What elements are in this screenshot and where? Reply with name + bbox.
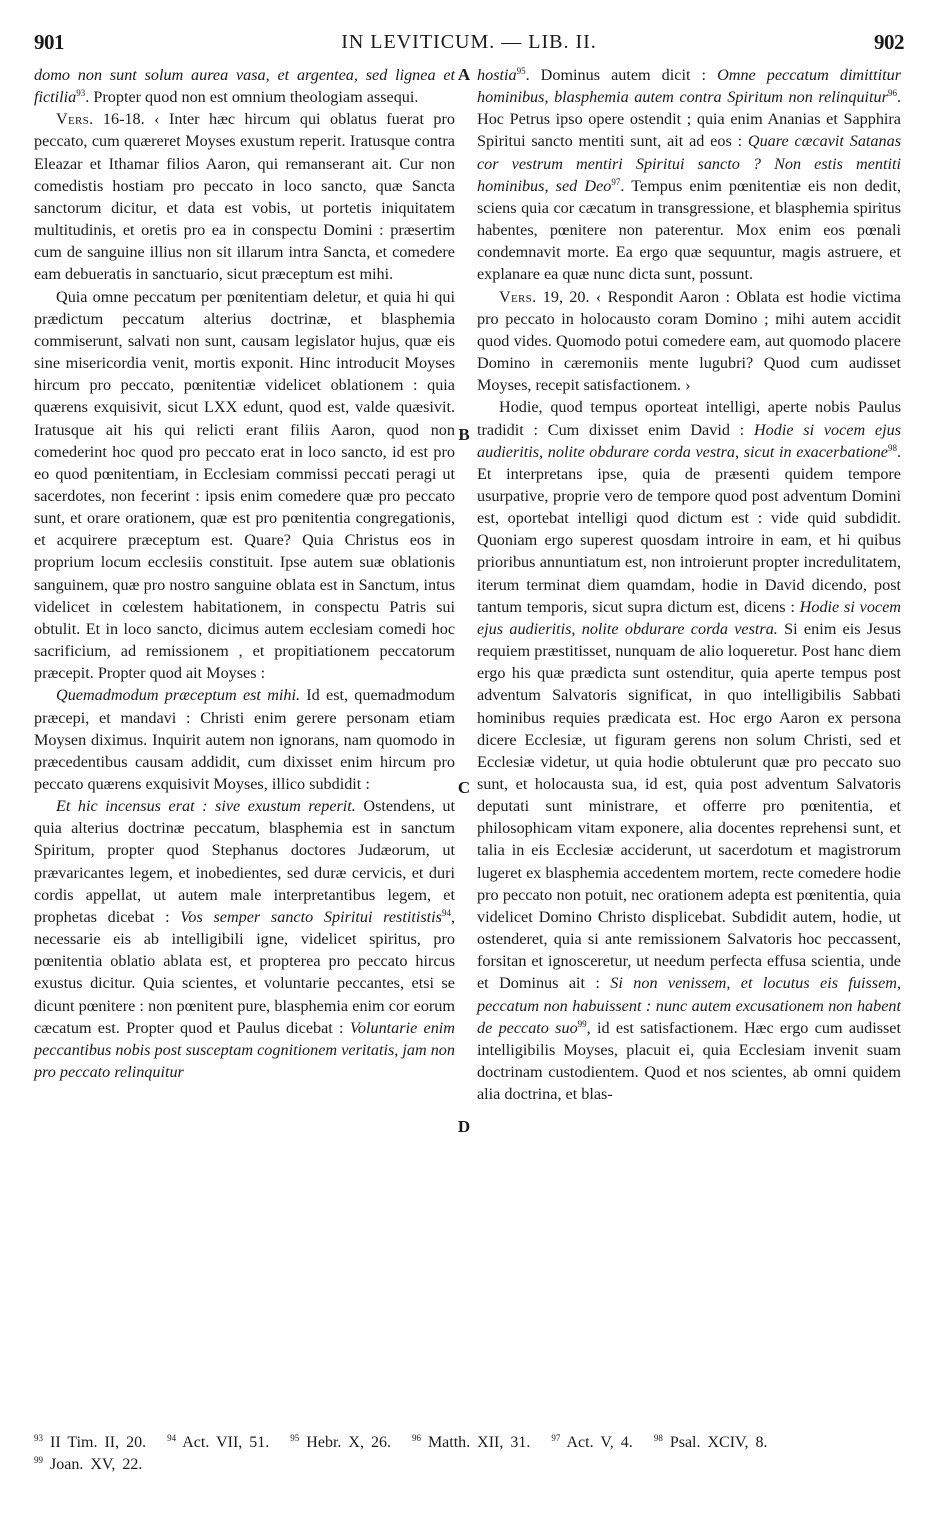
body-text: , necessarie eis ab intelligibili igne, videlicet spiritus, pro pœnitentia oblatio ablata est, et propterea pro peccato hircus exustus dicitur. Quia scientes, et voluntarie peccantes, etsi se dicunt pœnitere : non pœnitent pure, blasphemia enim cor eorum cæcatum est. Propter quod et Paulus dicebat : xyxy=(34,907,455,1037)
paragraph xyxy=(34,795,455,1083)
paragraph xyxy=(34,286,455,685)
running-header xyxy=(34,30,904,60)
body-text: Id est, quemadmodum præcepi, et mandavi : Christi enim gerere personam etiam Moysen diximus. Inquirit autem non ignorans, nam quomodo in præcedentibus causam addidit, cum dixisset enim hircum pro peccato quærens exquisivit Moyses, illico subdidit : xyxy=(34,686,455,793)
verse-paragraph xyxy=(34,108,455,285)
body-text: . Tempus enim pœnitentiæ eis non dedit, sciens quia cor cæcatum in transgressione, et blasphemia spiritus habentes, pœnitere non paterentur. Mox enim eos pœnali condemnavit morte. Ea ergo quæ sequuntur, magis astruere, et explanare ea quæ nunc dicta sunt, possunt. xyxy=(477,176,901,284)
italic-text: Quemadmodum præceptum est mihi. xyxy=(56,686,301,705)
page-number-left: 901 xyxy=(34,30,64,54)
italic-text: Et hic incensus erat : sive exustum reperit. xyxy=(56,797,356,816)
footnote-number: 95 xyxy=(290,1433,300,1443)
body-text: , id est satisfactionem. Hæc ergo cum audisset intelligibilis Moyses, placuit ei, quia Ecclesiam invenit suam doctrinam custodientem. Quod et nos scientes, ab omni quidem alia doctrina, et blas- xyxy=(477,1018,901,1104)
footnote-line xyxy=(34,1454,904,1476)
footnote-number: 99 xyxy=(34,1455,43,1465)
italic-text: Hodie si vocem ejus audieritis, nolite obdurare corda vestra, sicut in exacerbatione xyxy=(477,420,901,461)
body-text: Si enim eis Jesus requiem præstitisset, nunquam de alio loqueretur. Post hanc diem ergo his quæ prædicta sunt ostenditur, quia aperte tempus post adventum Salvatoris significat, in quo intelligibilis Sabbati hominibus requies prædicata est. Hoc ergo Aaron ex persona dicere Ecclesiæ, ut figuram gerens non solum Christi, sed et Ecclesiæ videtur, ut quia hodie obtulerunt quæ pro peccato suo sunt, et holocausta sua, id est, quia post adventum Salvatoris deputati sunt ministrare, et offerre pro pœnitentia, et philosophicam vitam exponere, alia docentes reprehensi sunt, et talia in eis Ecclesiæ acciderunt, ut sacerdotum et magistrorum lugeret ex blasphemia accedentem mortem, recte comedere hodie pro peccato non potuit, nec orationem adepta est pœnitentia, quia videlicet Domino Christo displicebat. Subdidit autem, hodie, ut ostenderet, quia si ante remissionem Salvatoris hoc peccassent, forsitan et ignosceretur, ut needum perfecta effusa scientia, unde et Dominus ait : xyxy=(477,619,901,993)
paragraph xyxy=(477,64,901,286)
footnote xyxy=(551,1434,632,1451)
running-title: IN LEVITICUM. — LIB. II. xyxy=(341,31,597,53)
footnote-text: Psal. XCIV, 8. xyxy=(669,1434,768,1451)
footnote-text: Act. V, 4. xyxy=(566,1434,633,1451)
footnote-number: 96 xyxy=(411,1433,421,1443)
footnote xyxy=(290,1434,391,1451)
footnote-ref: 99 xyxy=(577,1018,587,1029)
italic-text: Vos semper sancto Spiritui restitistis xyxy=(169,907,442,926)
footnote-text: Joan. XV, 22. xyxy=(50,1456,143,1473)
italic-text: Voluntarie enim peccantibus nobis post susceptam cognitionem veritatis, jam non pro peccato relinquitur xyxy=(34,1018,455,1082)
footnote-number: 98 xyxy=(653,1433,663,1443)
paragraph xyxy=(34,684,455,795)
footnote-text: II Tim. II, 20. xyxy=(50,1434,147,1451)
footnote xyxy=(412,1434,530,1451)
footnote xyxy=(654,1434,768,1451)
italic-text: hostia xyxy=(477,66,517,84)
footnote xyxy=(34,1434,146,1451)
body-text: Hodie, quod tempus oporteat intelligi, aperte nobis Paulus tradidit : Cum dixisset enim David : xyxy=(477,398,901,439)
verse-label: Vers. xyxy=(56,110,94,129)
footnote-ref: 96 xyxy=(887,88,897,99)
footnotes xyxy=(34,1432,904,1476)
italic-text: Si non venissem, et locutus eis fuissem, peccatum non habuissent : nunc autem excusationem non habent de peccato suo xyxy=(477,974,902,1037)
footnote-number: 93 xyxy=(34,1433,43,1443)
footnote-text: Act. VII, 51. xyxy=(182,1434,270,1451)
footnote-text: Matth. XII, 31. xyxy=(427,1434,531,1451)
paragraph xyxy=(477,396,901,1105)
paragraph xyxy=(34,64,455,108)
body-text: 16-18. ‹ Inter hæc hircum qui oblatus fuerat pro peccato, cum quæreret Moyses exustum reperit. Iratusque contra Eleazar et Ithamar filios Aaron, qui remanserant ait. Cur non comedistis hostiam pro peccato in loco sancto, quæ Sancta sanctorum dicitur, et data est vobis, ut portetis iniquitatem multitudinis, et oretis pro ea in conspectu Domini : præsertim cum de sanguine illius non sit illarum intra Sancta, et comedere eam debueratis in sanctuario, sicut præceptum est mihi. xyxy=(34,110,455,284)
body-text: Quia omne peccatum per pœnitentiam deletur, et quia hi qui prædictum peccatum alterius doctrinæ, et blasphemia commiserunt, salvati non sunt, causam legislator hujus, quæ eis sine misericordia venit, mortis exponit. Hinc introducit Moyses hircum pro peccato, pœnitentiæ videlicet oblationem : quia quærens exquisivit, sicut LXX edunt, quod est, valde quæsivit. Iratusque ait his qui relicti erant filiis Aaron, quod non comederint hoc quod pro peccato erat in loco sancto, id est pro eo quod pœnitentiam, in Ecclesiam commissi peccati peragi ut sacerdotes, non fecerint : ipsis enim comedere quæ pro peccato sunt, et orare orationem, quæ est pro pœnitentia congregationis, et acquirere præceptum est. Quare? Quia Christus eos in proprium locum ecclesiis constituit. Ipse autem suæ oblationis sanguinem, quæ pro nostro sanguine oblata est in Sanctum, intus videlicet in cœlestem habitationem, in conspectu Patris sui obtulit. Et in loco sancto, dicimus autem ecclesiam comedi hoc sacrificium, ad remissionem , et propitiationem peccatorum præcepit. Propter quod ait Moyses : xyxy=(34,287,455,683)
footnote-number: 97 xyxy=(551,1433,561,1443)
footnote-text: Hebr. X, 26. xyxy=(306,1434,391,1451)
italic-text: Omne peccatum dimittitur hominibus, blasphemia autem contra Spiritum non relinquitur xyxy=(477,66,902,107)
footnote-ref: 98 xyxy=(887,442,897,453)
footnote-ref: 95 xyxy=(516,66,526,76)
body-text: 19, 20. ‹ Respondit Aaron : Oblata est hodie victima pro peccato in holocausto coram Domino ; mihi autem accidit quod vides. Quomodo potui comedere eam, aut quomodo placere Domino in cæremoniis mente lugubri? Quod cum audisset Moyses, recepit satisfactionem. › xyxy=(477,287,901,395)
footnote-number: 94 xyxy=(167,1433,177,1443)
margin-marker-a: A xyxy=(457,65,471,84)
margin-marker-c: C xyxy=(457,778,471,797)
left-column xyxy=(34,64,455,1083)
footnote-ref: 94 xyxy=(441,907,451,918)
margin-marker-d: D xyxy=(457,1117,471,1136)
body-text: . Dominus autem dicit : xyxy=(525,66,707,84)
body-text: Ostendens, ut quia alterius doctrinæ peccatum, blasphemia est in sanctum Spiritum, propter quod Stephanus doctores Judæorum, ut prævaricantes legem, et inobedientes, sed duræ cervicis, et duri cordis appellat, ut autem male interpretantibus legem, et prophetas dicebat : xyxy=(34,797,455,926)
page-number-right: 902 xyxy=(874,30,904,54)
body-text: . Et interpretans ipse, quia de præsenti quidem tempore usurpative, proprie vero de tempore quod post adventum Domini est, oportebat intelligi quod dictum est : vide quid subdidit. Quoniam ergo superest quosdam introire in eam, et hi quibus prioribus annuntiatum est, non introierunt propter incredulitatem, iterum terminat diem quamdam, hodie in David dicendo, post tantum temporis, sicut supra dictum est, dicens : xyxy=(477,442,901,616)
italic-text: Hodie si vocem ejus audieritis, nolite obdurare corda vestra. xyxy=(477,597,901,638)
body-text: . Propter quod non est omnium theologiam assequi. xyxy=(85,88,419,107)
footnote xyxy=(167,1434,269,1451)
italic-text: domo non sunt solum aurea vasa, et argentea, sed lignea et fictilia xyxy=(34,66,455,107)
body-text: . Hoc Petrus ipso opere ostendit ; quia enim Ananias et Sapphira Spiritui sancto mentiti sunt, ait ad eos : xyxy=(477,88,901,151)
footnote-ref: 93 xyxy=(76,88,86,99)
footnote xyxy=(34,1456,142,1473)
footnote-ref: 97 xyxy=(611,176,621,187)
margin-marker-b: B xyxy=(458,425,470,444)
footnote-line xyxy=(34,1432,904,1454)
italic-text: Quare cæcavit Satanas cor vestrum mentiri Spiritui sancto ? Non estis mentiti hominibus, sed Deo xyxy=(477,132,901,195)
verse-paragraph xyxy=(477,286,901,397)
right-column xyxy=(477,64,901,1105)
verse-label: Vers. xyxy=(499,287,537,306)
